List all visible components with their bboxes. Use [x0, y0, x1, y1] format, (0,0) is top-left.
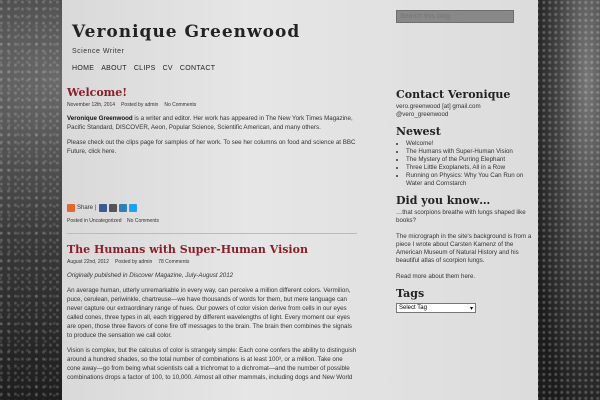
post-comments-link[interactable]: No Comments	[164, 102, 197, 108]
nav-clips[interactable]: CLIPS	[133, 65, 156, 72]
post-title[interactable]: Welcome!	[67, 86, 128, 99]
site-title[interactable]: Veronique Greenwood	[72, 22, 301, 42]
post-author[interactable]: Posted by admin	[114, 259, 153, 265]
source-line: Originally published in Discover Magazine, July-August 2012	[67, 272, 234, 279]
tags-heading: Tags	[396, 287, 425, 300]
tag-select[interactable]	[396, 303, 476, 313]
site-header	[72, 22, 300, 55]
post-title[interactable]: The Humans with Super-Human Vision	[67, 243, 308, 256]
list-item[interactable]: • Running on Physics: Why You Can Run on Water and Cornstarch	[406, 172, 536, 188]
did-you-know-text: …that scorpions breathe with lungs shaped like books?	[396, 209, 526, 224]
digg-icon[interactable]	[119, 204, 127, 212]
myspace-icon[interactable]	[109, 204, 117, 212]
twitter-icon[interactable]	[129, 204, 137, 212]
post-paragraph	[67, 114, 357, 132]
site-tagline: Science Writer	[72, 48, 125, 55]
contact-email: vero.greenwood [at] gmail.com	[396, 103, 481, 110]
nav-cv[interactable]: CV	[162, 65, 173, 72]
share-row	[67, 204, 357, 212]
sharethis-icon[interactable]	[67, 204, 75, 212]
newest-list	[396, 140, 536, 188]
search-input[interactable]	[396, 10, 514, 23]
newest-heading: Newest	[396, 125, 441, 138]
main-content	[67, 86, 357, 382]
post-super-human-vision	[67, 243, 357, 382]
nav-about[interactable]: ABOUT	[101, 65, 127, 72]
main-nav	[72, 65, 222, 72]
post-divider	[67, 233, 357, 234]
post-date: August 22nd, 2012	[67, 259, 109, 265]
background-micrograph-right	[536, 0, 600, 400]
page-container	[62, 0, 538, 400]
list-item[interactable]: • Welcome!	[406, 140, 536, 148]
post-meta	[67, 259, 357, 265]
intro-text: is a writer and editor. Her work has appeared in The New York Times Magazine, Pacific Standard, DISCOVER, Aeon, Popular Science, Scientific American, and many others.	[67, 115, 353, 131]
share-divider: |	[95, 205, 97, 211]
post-paragraph: Vision is complex, but the calculus of color is strangely simple: Each cone confers the ability to distinguish around a hundred shades, so the total number of combinations is at least 100³, or a million. Take one cone away—go from being what scientists call a trichromat to a dichromat—and the number of possible combinations drops a factor of 100, to 10,000. Almost all other mammals, including dogs and New World	[67, 347, 357, 381]
posted-in[interactable]: Posted in Uncategorized	[67, 218, 122, 224]
contact-twitter[interactable]: @vero_greenwood	[396, 111, 449, 118]
post-welcome	[67, 86, 357, 234]
post-footer-comments[interactable]: No Comments	[127, 218, 159, 224]
sidebar	[396, 88, 536, 313]
post-meta	[67, 102, 357, 108]
chevron-down-icon: ▾	[469, 305, 473, 312]
post-paragraph: An average human, utterly unremarkable in every way, can perceive a million different colors. Vermilion, puce, cerulean, periwinkle, chartreuse—we have thousands of words for them, but mere language can never capture our extraordinary range of hues. Our powers of color vision derive from cells in our eyes called cones, three types in all, each triggered by different wavelengths of light. Every moment our eyes are open, those three flavors of cone fire off messages to the brain. The brain then combines the signals to produce the sensation we call color.	[67, 287, 352, 339]
post-date: November 12th, 2014	[67, 102, 116, 108]
post-author[interactable]: Posted by admin	[121, 102, 159, 108]
post-comments-link[interactable]: 78 Comments	[158, 259, 190, 265]
list-item[interactable]: • The Mystery of the Purring Elephant	[406, 156, 536, 164]
did-you-know-text: The micrograph in the site's background is from a piece I wrote about Carsten Kamenz of the American Museum of Natural History and his beautiful atlas of scorpion lungs.	[396, 233, 532, 264]
tag-select-value: Select Tag	[399, 305, 427, 311]
post-paragraph: Please check out the clips page for samples of her work. To see her columns on food and science at BBC Future, click here.	[67, 139, 356, 155]
list-item[interactable]: • The Humans with Super-Human Vision	[406, 148, 536, 156]
author-name: Veronique Greenwood	[67, 115, 133, 122]
facebook-icon[interactable]	[99, 204, 107, 212]
share-label[interactable]: Share	[77, 205, 94, 211]
nav-home[interactable]: HOME	[72, 65, 95, 72]
did-you-know-heading: Did you know…	[396, 194, 491, 207]
post-footer	[67, 218, 357, 224]
nav-contact[interactable]: CONTACT	[179, 65, 216, 72]
contact-heading: Contact Veronique	[396, 88, 511, 101]
read-more-link[interactable]: Read more about them here.	[396, 273, 476, 280]
list-item[interactable]: • Three Little Exoplanets, All in a Row	[406, 164, 536, 172]
